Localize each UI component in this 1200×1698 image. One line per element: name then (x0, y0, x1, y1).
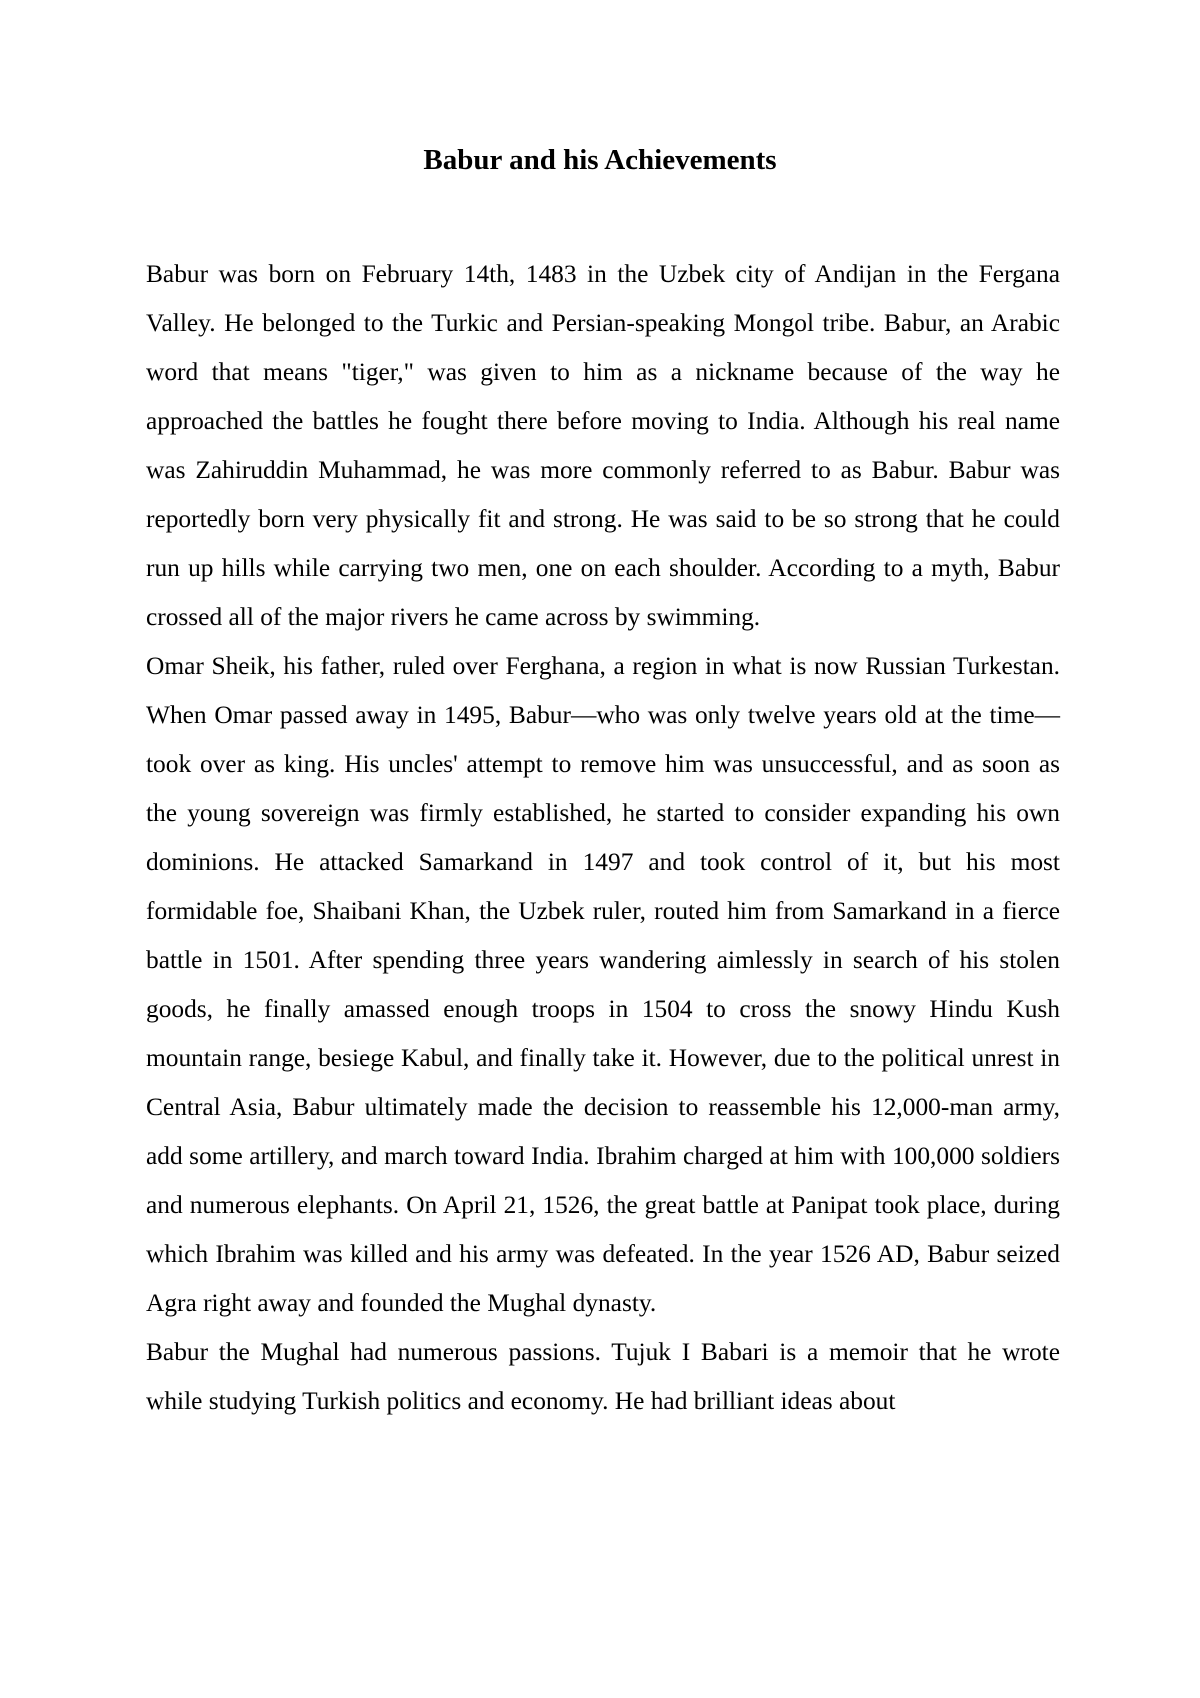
document-body (146, 250, 1060, 1426)
paragraph-conquests: Omar Sheik, his father, ruled over Ferghana, a region in what is now Russian Turkestan. When Omar passed away in 1495, Babur—who was only twelve years old at the time—took over as king. His uncles' attempt to remove him was unsuccessful, and as soon as the young sovereign was firmly established, he started to consider expanding his own dominions. He attacked Samarkand in 1497 and took control of it, but his most formidable foe, Shaibani Khan, the Uzbek ruler, routed him from Samarkand in a fierce battle in 1501. After spending three years wandering aimlessly in search of his stolen goods, he finally amassed enough troops in 1504 to cross the snowy Hindu Kush mountain range, besiege Kabul, and finally take it. However, due to the political unrest in Central Asia, Babur ultimately made the decision to reassemble his 12,000-man army, add some artillery, and march toward India. Ibrahim charged at him with 100,000 soldiers and numerous elephants. On April 21, 1526, the great battle at Panipat took place, during which Ibrahim was killed and his army was defeated. In the year 1526 AD, Babur seized Agra right away and founded the Mughal dynasty. (146, 652, 1060, 1317)
paragraph-birth: Babur was born on February 14th, 1483 in the Uzbek city of Andijan in the Fergana Valley. He belonged to the Turkic and Persian-speaking Mongol tribe. Babur, an Arabic word that means "tiger," was given to him as a nickname because of the way he approached the battles he fought there before moving to India. Although his real name was Zahiruddin Muhammad, he was more commonly referred to as Babur. Babur was reportedly born very physically fit and strong. He was said to be so strong that he could run up hills while carrying two men, one on each shoulder. According to a myth, Babur crossed all of the major rivers he came across by swimming. (146, 260, 1060, 631)
paragraph-passions: Babur the Mughal had numerous passions. Tujuk I Babari is a memoir that he wrote while studying Turkish politics and economy. He had brilliant ideas about (146, 1338, 1060, 1415)
page-title: Babur and his Achievements (423, 144, 777, 176)
